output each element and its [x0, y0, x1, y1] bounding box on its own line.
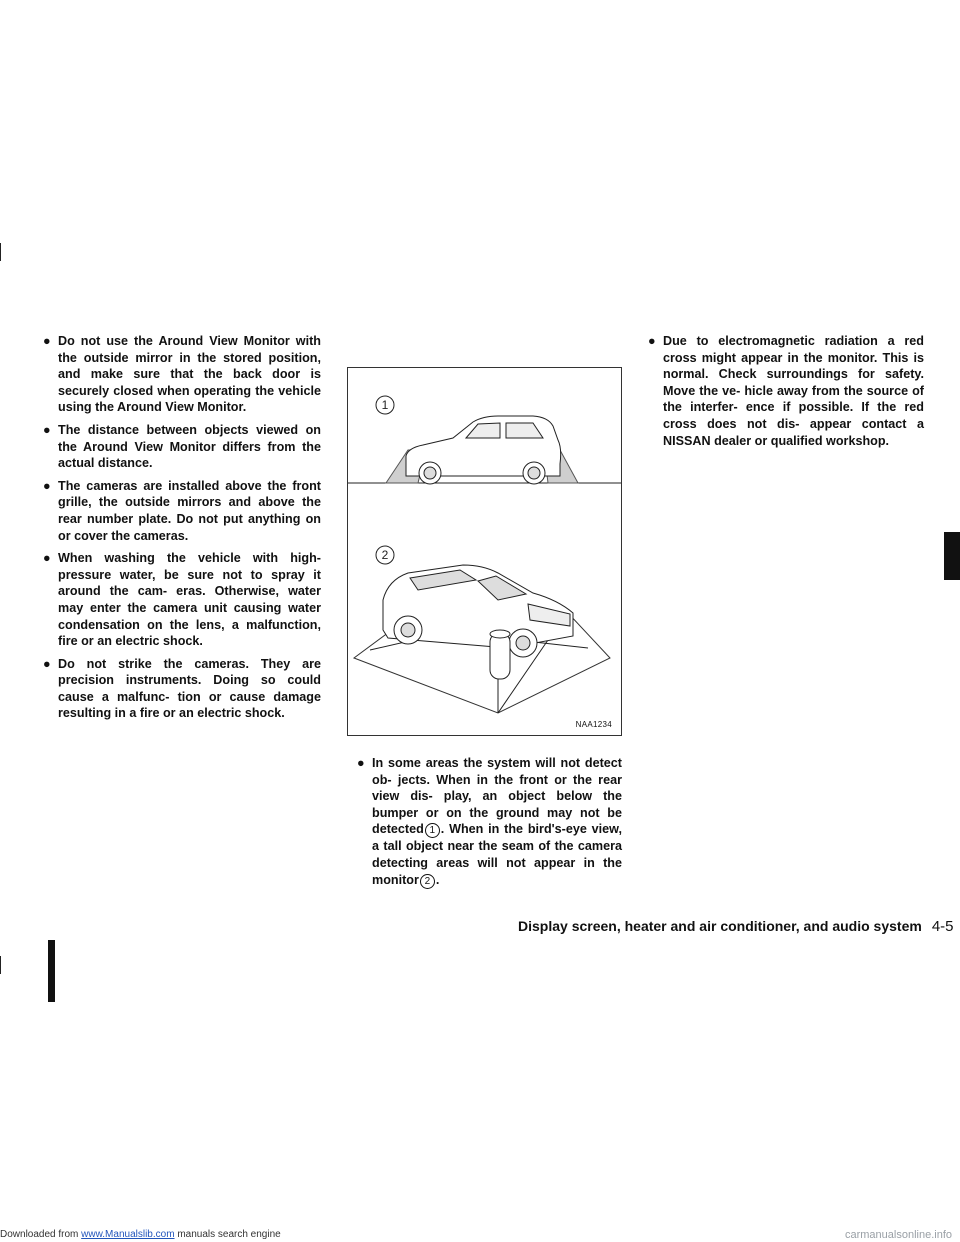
- list-item: ● The cameras are installed above the front grille, the outside mirrors and above the rear number plate. Do not put anything on or cover the cameras.: [43, 478, 321, 543]
- download-bar: [0, 1228, 960, 1242]
- right-column: [648, 333, 924, 455]
- bullet-icon: ●: [43, 656, 51, 671]
- figure-birdseye-view: [354, 546, 610, 713]
- callout-ref-1: 1: [425, 823, 440, 838]
- callout-label-2: 2: [381, 548, 389, 562]
- list-item: ● Do not strike the cameras. They are precision instruments. Doing so could cause a malfunc- tion or cause damage resulting in a fire or an electric shock.: [43, 656, 321, 721]
- list-item: ● Due to electromagnetic radiation a red cross might appear in the monitor. This is normal. Check surroundings for safety. Move the ve- hicle away from the source of the interfer- ence if possible. If the red cross does not dis- appear contact a NISSAN dealer or qualified workshop.: [648, 334, 924, 448]
- watermark: carmanualsonline.info: [844, 1229, 952, 1241]
- callout-ref-2: 2: [420, 874, 435, 889]
- bullet-icon: ●: [43, 551, 51, 566]
- bullet-icon: ●: [43, 478, 51, 493]
- download-suffix: manuals search engine: [177, 1229, 281, 1240]
- figure-side-view: [348, 396, 621, 484]
- middle-column: [357, 755, 622, 895]
- page-number: 4-5: [931, 918, 954, 935]
- bullet-icon: ●: [43, 334, 51, 348]
- list-item: ● In some areas the system will not detect ob- jects. When in the front or the rear view dis- play, an object below the bumper or on the ground may not be detected 1 . When in the bird's-eye view, a tall object near the seam of the camera detecting areas will not appear in the monitor 2 .: [357, 756, 622, 887]
- download-prefix: Downloaded from: [0, 1229, 79, 1240]
- bullet-icon: ●: [43, 422, 51, 437]
- list-item: ● The distance between objects viewed on the Around View Monitor differs from the actual distance.: [43, 422, 321, 471]
- callout-label-1: 1: [381, 398, 389, 412]
- camera-detection-figure: [347, 367, 622, 736]
- list-item: ● When washing the vehicle with high-pressure water, be sure not to spray it around the cam- eras. Otherwise, water may enter the camera unit causing water condensation on the lens, a malfunction, fire or an electric shock.: [43, 551, 321, 649]
- bullet-icon: ●: [357, 756, 365, 770]
- crop-mark: [0, 956, 1, 974]
- bullet-icon: ●: [648, 334, 656, 348]
- crop-mark: [0, 243, 1, 261]
- figure-illustration: [348, 368, 621, 735]
- list-item: ● Do not use the Around View Monitor with the outside mirror in the stored position, and make sure that the back door is securely closed when operating the vehicle using the Around View Monitor.: [43, 334, 321, 415]
- tall-object: [490, 633, 510, 679]
- left-column: [43, 333, 321, 728]
- page-footer: [518, 918, 954, 935]
- section-tab: [944, 532, 960, 580]
- manualslib-link[interactable]: www.Manualslib.com: [81, 1229, 175, 1240]
- crop-mark: [48, 940, 55, 1002]
- footer-section-title: Display screen, heater and air conditioner, and audio system: [518, 918, 922, 934]
- figure-code: NAA1234: [575, 720, 612, 729]
